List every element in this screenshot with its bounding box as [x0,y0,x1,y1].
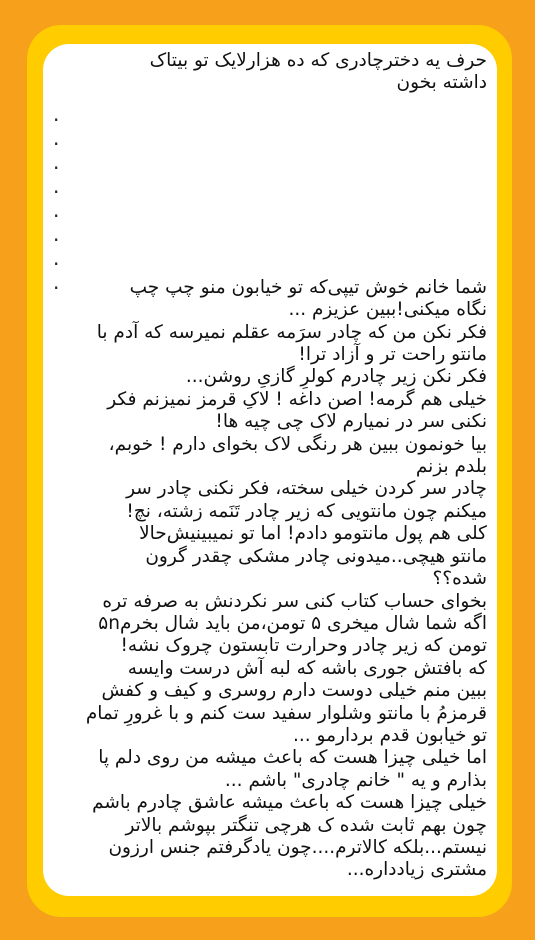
dot: . [53,126,60,150]
body-line: نگاه میکنی!ببین عزیزم ... [288,299,487,321]
ellipsis-dots [53,102,59,294]
dot: . [53,150,60,174]
body-line: فکر نکن من که چادر سرَمه عقلم نمیرسه که آدم با [96,321,487,343]
body-line: چادر سر کردن خیلی سخته، فکر نکنی چادر سر [126,478,487,500]
body-line: بذارم و یه " خانم چادری" باشم ... [224,769,487,791]
body-line: مانتو راحت تر و آزاد ترا! [298,344,487,366]
body-line: اگه شما شال میخری ۵ تومن،من باید شال بخرم۵n [98,612,487,634]
body-line: مانتو هیچی..میدونی چادر مشکی چقدر گرون [145,545,487,567]
text-card [43,44,497,896]
body-line: کلی هم پول مانتومو دادم! اما تو نمیبینیش‌حالا [139,523,487,545]
post-text [61,50,487,882]
title-line-2: داشته بخون [396,72,487,94]
body-line: ببین منم خیلی دوست دارم روسری و کیف و کفش [101,680,487,702]
body-line: که بافتش جوری باشه که لبه آش درست وایسه [127,657,487,679]
dot: . [53,174,60,198]
body-line: قرمزمُ با مانتو وشلوار سفید ست کنم و با غرورِ تمام [85,702,487,724]
dot: . [53,270,60,294]
body-line: شما خانم خوش تیپی‌که تو خیابون منو چپ چپ [129,276,487,298]
body-line: بخوای حساب کتاب کنی سر نکردنش به صرفه تره [102,590,487,612]
body-line: خیلی هم گرمه! اصن داغه ! لاکِ قرمز نمیزنم فکر [107,388,487,410]
dot: . [53,198,60,222]
body-line: چون بهم ثابت شده ک هرچی تنگتر بپوشم بالاتر [125,814,487,836]
dots-spacer [61,95,487,277]
body-line: نیستم...بلکه کالاترم....چون یادگرفتم جنس ارزون [108,836,487,858]
body-line: بیا خونمون ببین هر رنگی لاک بخوای دارم ! خوبم، [108,433,487,455]
body-line: میکنم چون مانتویی که زیر چادر تَنَمه زشته، نچ! [126,500,487,522]
body-line: خیلی چیزا هست که باعث میشه عاشق چادرم باشم [92,792,487,814]
body-line: شده؟؟ [432,568,487,590]
body-line: نکنی سر در نمیارم لاک چی چیه ها! [215,411,487,433]
body-line: مشتری زیادداره... [346,859,487,881]
dot: . [53,246,60,270]
body-line: تو خیابون قدم بردارمو ... [293,724,487,746]
title-line-1: حرف یه دخترچادری که ده هزارلایک تو بیتاک [149,50,487,71]
dot: . [53,222,60,246]
body-line: فکر نکن زیر چادرم کولرِ گازیِ روشن... [185,366,487,388]
body-line: اما خیلی چیزا هست که باعث میشه من روی دلم پا [98,747,487,769]
body-line: بلدم بزنم [415,456,487,478]
dot: . [53,102,60,126]
body-line: تومن که زیر چادر وحرارت تابستون چروک نشه! [120,635,487,657]
